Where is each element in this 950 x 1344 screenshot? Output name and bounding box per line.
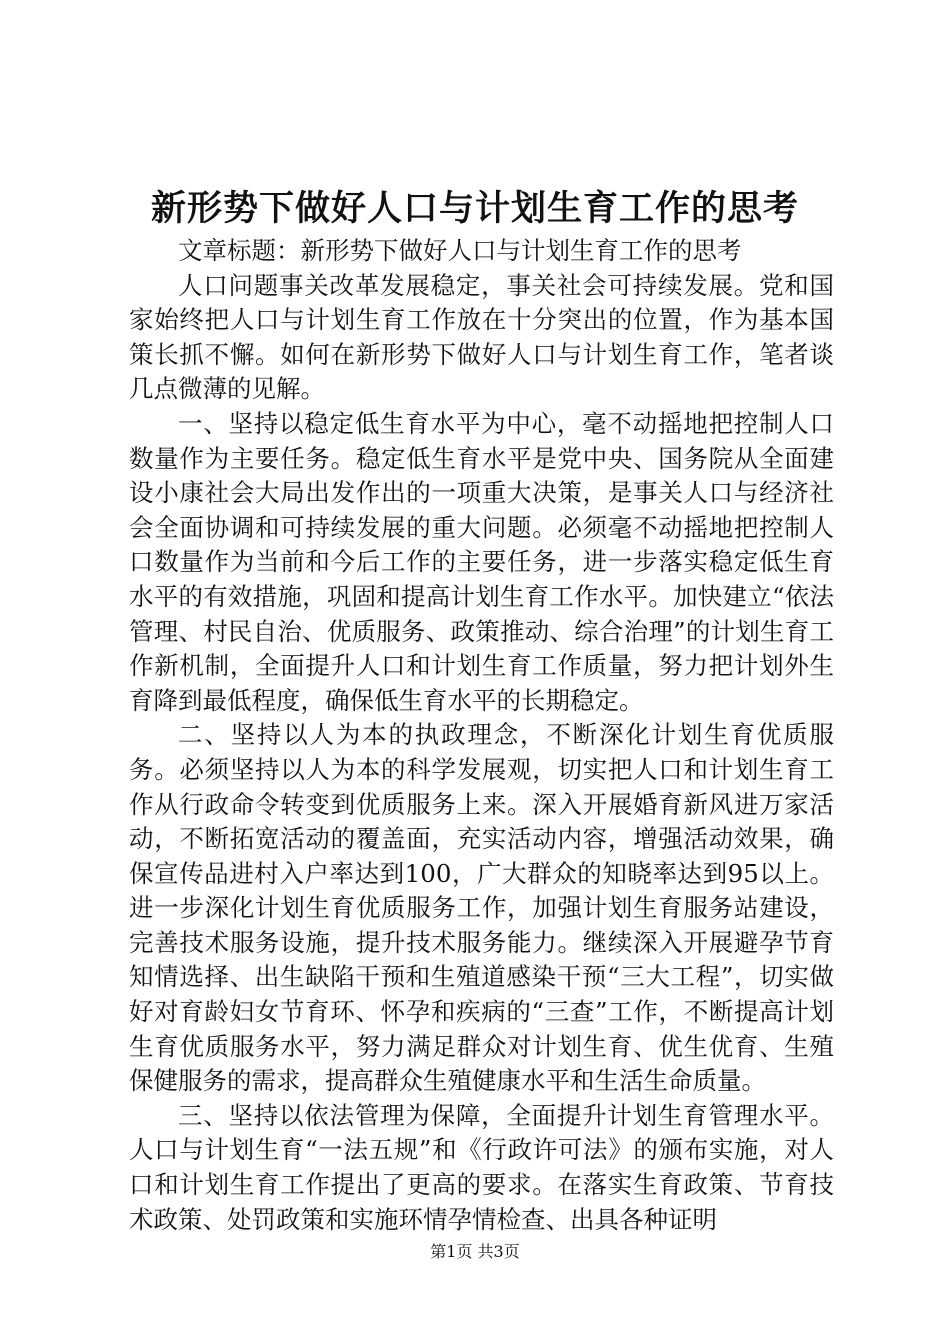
paragraph-article-title: 文章标题：新形势下做好人口与计划生育工作的思考 [178, 236, 742, 265]
document-title: 新形势下做好人口与计划生育工作的思考 [150, 188, 799, 229]
paragraph-section-1: 一、坚持以稳定低生育水平为中心，毫不动摇地把控制人口数量作为主要任务。稳定低生育水平是党中央、国务院从全面建设小康社会大局出发作出的一项重大决策，是事关人口与经济社会全面协调和可持续发展的重大问题。必须毫不动摇地把控制人口数量作为当前和今后工作的主要任务，进一步落实稳定低生育水平的有效措施，巩固和提高计划生育工作水平。加快建立“依法管理、村民自治、优质服务、政策推动、综合治理”的计划生育工作新机制，全面提升人口和计划生育工作质量，努力把计划外生育降到最低程度，确保低生育水平的长期稳定。 [129, 408, 834, 715]
document-body [129, 234, 834, 1237]
paragraph-section-2: 二、坚持以人为本的执政理念，不断深化计划生育优质服务。必须坚持以人为本的科学发展观，切实把人口和计划生育工作从行政命令转变到优质服务上来。深入开展婚育新风进万家活动，不断拓宽活动的覆盖面，充实活动内容，增强活动效果，确保宣传品进村入户率达到100，广大群众的知晓率达到95以上。进一步深化计划生育优质服务工作，加强计划生育服务站建设，完善技术服务设施，提升技术服务能力。继续深入开展避孕节育知情选择、出生缺陷干预和生殖道感染干预“三大工程”，切实做好对育龄妇女节育环、怀孕和疾病的“三查”工作，不断提高计划生育优质服务水平，努力满足群众对计划生育、优生优育、生殖保健服务的需求，提高群众生殖健康水平和生活生命质量。 [129, 720, 834, 1096]
page-footer: 第1页 共3页 [430, 1242, 520, 1261]
paragraph-section-3: 三、坚持以依法管理为保障，全面提升计划生育管理水平。人口与计划生育“一法五规”和《行政许可法》的颁布实施，对人口和计划生育工作提出了更高的要求。在落实生育政策、节育技术政策、处罚政策和实施环情孕情检查、出具各种证明 [129, 1100, 834, 1234]
paragraph-intro: 人口问题事关改革发展稳定，事关社会可持续发展。党和国家始终把人口与计划生育工作放在十分突出的位置，作为基本国策长抓不懈。如何在新形势下做好人口与计划生育工作，笔者谈几点微薄的见解。 [129, 270, 834, 404]
